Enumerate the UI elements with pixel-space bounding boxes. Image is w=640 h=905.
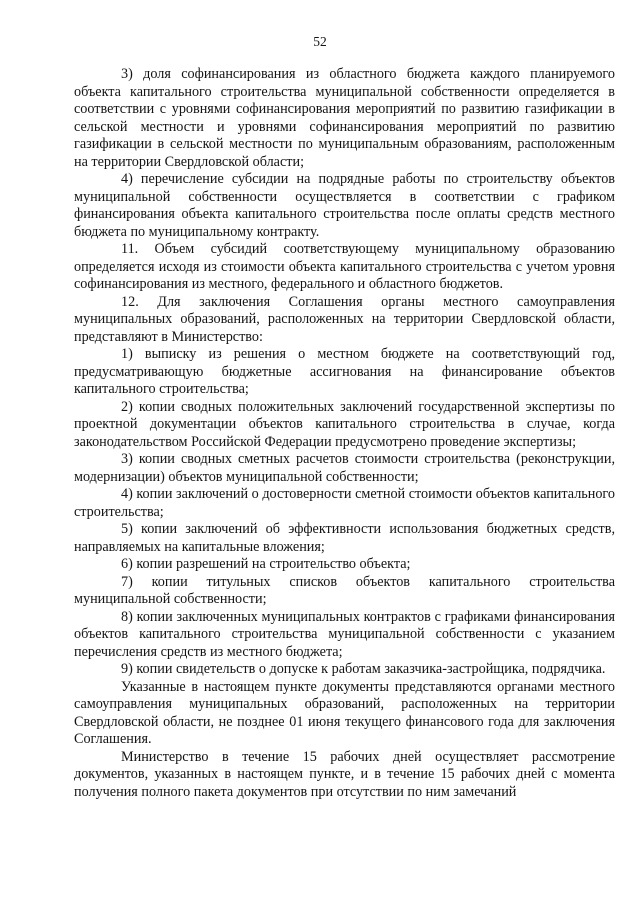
list-item-8-municipal-contracts: 8) копии заключенных муниципальных контрактов с графиками финансирования объектов капитального строительства муниципальной собственности с указанием перечисления средств из местного бюджета; [74,608,615,660]
list-item-4-reliability-conclusions: 4) копии заключений о достоверности сметной стоимости объектов капитального строительства; [74,486,615,520]
list-item-7-title-lists: 7) копии титульных списков объектов капитального строительства муниципальной собственности; [74,573,615,607]
paragraph-item-4-subsidy-transfer: 4) перечисление субсидии на подрядные работы по строительству объектов муниципальной собственности осуществляется в соответствии с графиком финансирования объекта капитального строительства после оплаты средств местного бюджета по муниципальному контракту. [74,171,615,240]
list-item-6-construction-permits: 6) копии разрешений на строительство объекта; [121,556,411,572]
paragraph-clause-11: 11. Объем субсидий соответствующему муниципальному образованию определяется исходя из стоимости объекта капитального строительства с учетом уровня софинансирования из местного, федерального и областного бюджетов. [74,241,615,292]
list-item-2-expertise-conclusions: 2) копии сводных положительных заключений государственной экспертизы по проектной документации объектов капитального строительства в случае, когда законодательством Российской Федерации предусмотрено проведение экспертизы; [74,398,615,450]
paragraph-ministry-review: Министерство в течение 15 рабочих дней осуществляет рассмотрение документов, указанных в настоящем пункте, и в течение 15 рабочих дней с момента получения полного пакета документов при отсутствии по ним замечаний [74,748,615,800]
list-item-1-budget-extract: 1) выписку из решения о местном бюджете на соответствующий год, предусматривающую бюджетные ассигнования на финансирование объектов капитального строительства; [74,346,615,397]
paragraph-clause-12: 12. Для заключения Соглашения органы местного самоуправления муниципальных образований, расположенных на территории Свердловской области, представляют в Министерство: [74,293,615,345]
list-item-3-cost-estimates: 3) копии сводных сметных расчетов стоимости строительства (реконструкции, модернизации) объектов муниципальной собственности; [74,451,615,485]
paragraph-submission-deadline: Указанные в настоящем пункте документы представляются органами местного самоуправления муниципальных образований, расположенных на территории Свердловской области, не позднее 01 июня текущего финансового года для заключения Соглашения. [74,678,615,747]
paragraph-item-3-cofinancing-share: 3) доля софинансирования из областного бюджета каждого планируемого объекта капитального строительства муниципальной собственности определяется в соответствии с уровнями софинансирования мероприятий по развитию газификации в сельской местности и уровнями софинансирования мероприятий по развитию газификации в сельской местности по муниципальным образованиям, расположенным на территории Свердловской области; [74,66,615,170]
page-number: 52 [313,34,327,49]
list-item-9-admission-certificates: 9) копии свидетельств о допуске к работам заказчика-застройщика, подрядчика. [121,661,606,677]
document-body [74,66,615,801]
list-item-5-efficiency-conclusions: 5) копии заключений об эффективности использования бюджетных средств, направляемых на капитальные вложения; [74,521,615,555]
